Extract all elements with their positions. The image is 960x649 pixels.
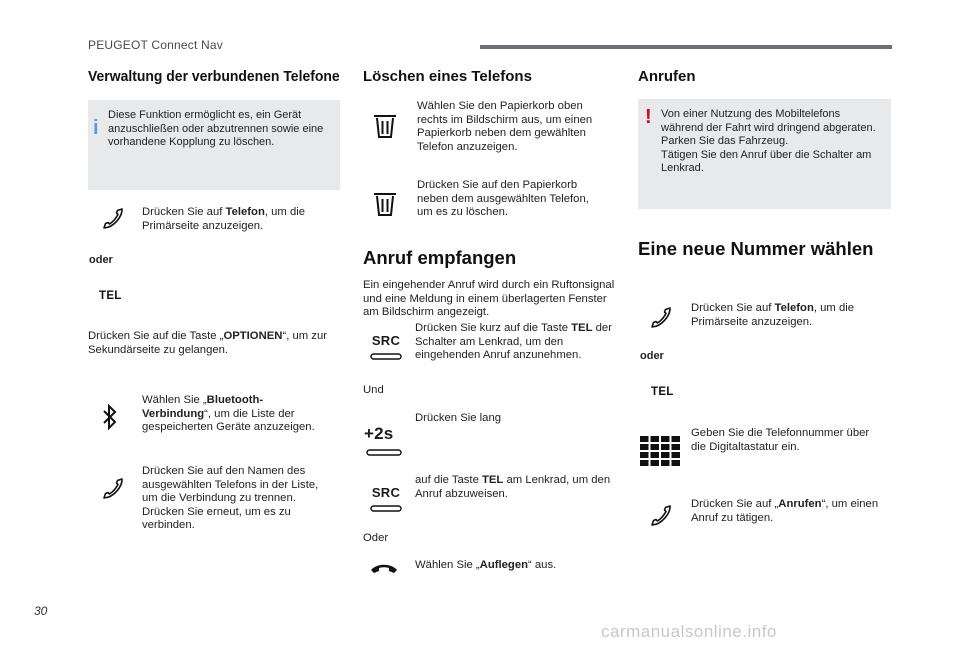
phone-icon <box>648 305 674 331</box>
incoming-call-intro: Ein eingehender Anruf wird durch ein Ruftonsignal und eine Meldung in einem überlagerten Fenster am Bildschirm angezeigt. <box>363 279 615 319</box>
src-button-icon <box>368 333 404 366</box>
or-label: Oder <box>363 532 389 544</box>
phone-icon <box>100 206 126 232</box>
or-label: oder <box>89 254 113 266</box>
src-label: SRC <box>371 485 401 500</box>
src-button-icon <box>368 485 404 518</box>
section-title-receive-call: Anruf empfangen <box>363 247 517 268</box>
options-paragraph: Drücken Sie auf die Taste „OPTIONEN“, um zur Sekundärseite zu gelangen. <box>88 330 328 356</box>
section-title-make-call: Anrufen <box>638 68 696 85</box>
header-bar <box>480 45 892 49</box>
warning-note <box>638 99 891 209</box>
two-seconds-icon <box>364 424 404 462</box>
keypad-icon <box>640 436 680 466</box>
delete-step-select-trash: Wählen Sie den Papierkorb oben rechts im Bildschirm aus, um einen Papierkorb neben dem gewählten Telefon anzuzeigen. <box>417 100 593 153</box>
long-press-text: Drücken Sie lang <box>415 412 502 424</box>
accept-call-step: Drücken Sie kurz auf die Taste TEL der Schalter am Lenkrad, um den eingehenden Anruf anzunehmen. <box>415 322 612 362</box>
section-title-delete-phone: Löschen eines Telefons <box>363 68 532 85</box>
and-label: Und <box>363 384 384 396</box>
phone-icon <box>100 476 126 502</box>
tel-button-label: TEL <box>651 386 674 398</box>
info-note-text: Diese Funktion ermöglicht es, ein Gerät anzuschließen oder abzutrennen sowie eine vorhandene Kopplung zu löschen. <box>108 109 327 148</box>
two-seconds-label: +2s <box>364 424 394 443</box>
step-open-phone: Drücken Sie auf Telefon, um die Primärseite anzuzeigen. <box>142 206 306 232</box>
trash-icon <box>371 112 399 140</box>
info-icon: i <box>93 117 99 139</box>
step-bluetooth: Wählen Sie „Bluetooth-Verbindung“, um die Liste der gespeicherten Geräte anzuzeigen. <box>142 394 315 434</box>
watermark: carmanualsonline.info <box>601 622 777 641</box>
call-step: Drücken Sie auf „Anrufen“, um einen Anruf zu tätigen. <box>691 498 879 524</box>
reject-call-step: auf die Taste TEL am Lenkrad, um den Anruf abzuweisen. <box>415 474 611 500</box>
hang-up-step: Wählen Sie „Auflegen“ aus. <box>415 559 557 571</box>
trash-icon <box>371 190 399 218</box>
page-number: 30 <box>34 604 48 618</box>
warning-note-text: Von einer Nutzung des Mobiltelefons während der Fahrt wird dringend abgeraten. Parken Sie das Fahrzeug. Tätigen Sie den Anruf über die Schalter am Lenkrad. <box>661 108 876 174</box>
info-note <box>88 100 340 190</box>
phone-icon <box>648 503 674 529</box>
delete-step-confirm: Drücken Sie auf den Papierkorb neben dem ausgewählten Telefon, um es zu löschen. <box>417 179 589 219</box>
src-label: SRC <box>371 333 401 348</box>
step-disconnect: Drücken Sie auf den Namen des ausgewählten Telefons in der Liste, um die Verbindung zu trennen. Drücken Sie erneut, um es zu verbinden. <box>142 465 319 532</box>
tel-button-label: TEL <box>99 290 122 302</box>
section-title-dial-number: Eine neue Nummer wählen <box>638 238 874 259</box>
warning-icon: ! <box>645 106 652 128</box>
bluetooth-icon <box>101 403 119 431</box>
keypad-step: Geben Sie die Telefonnummer über die Digitaltastatur ein. <box>691 427 870 453</box>
hang-up-icon <box>369 561 399 575</box>
or-label: oder <box>640 350 664 362</box>
dial-step-open-phone: Drücken Sie auf Telefon, um die Primärseite anzuzeigen. <box>691 302 855 328</box>
section-title-manage-phones: Verwaltung der verbundenen Telefone <box>88 69 340 85</box>
running-header: PEUGEOT Connect Nav <box>88 38 223 52</box>
